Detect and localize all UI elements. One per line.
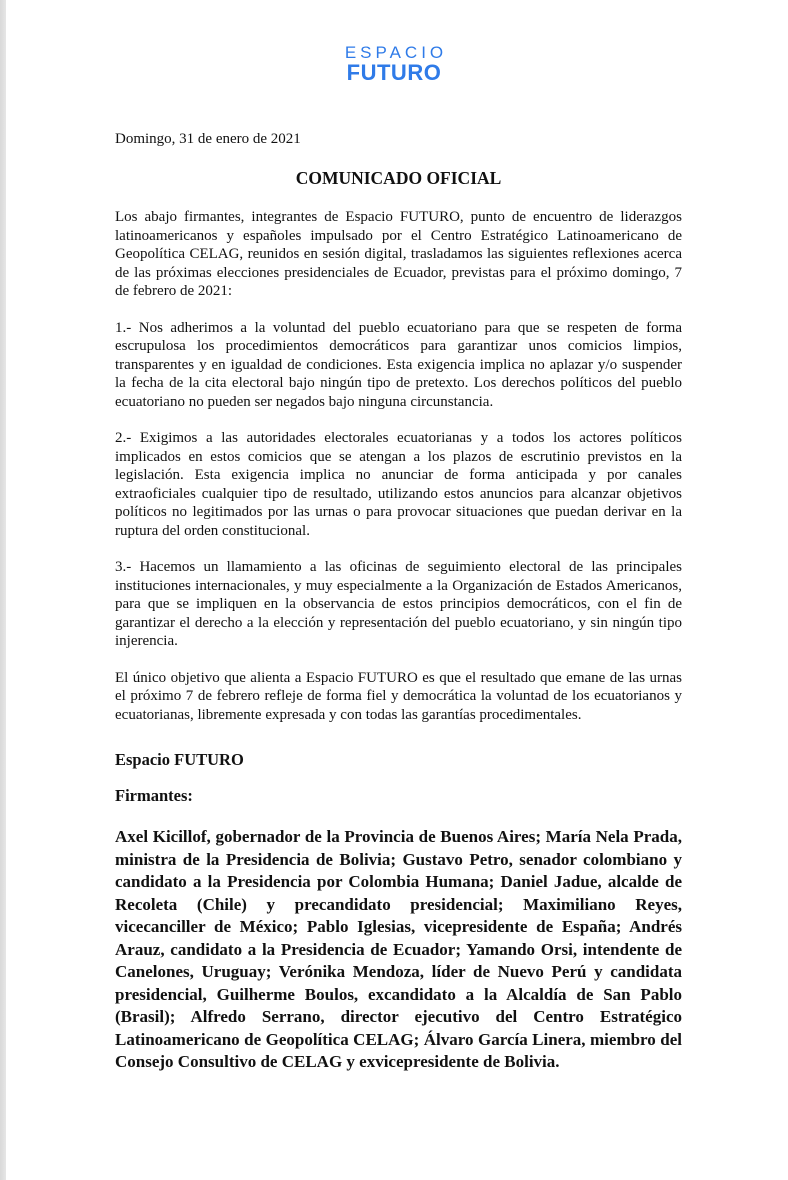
signers-heading: Firmantes: <box>115 786 193 805</box>
page-edge-shadow <box>0 0 6 1180</box>
closing-paragraph: El único objetivo que alienta a Espacio FUTURO es que el resultado que emane de las urnas el próximo 7 de febrero refleje de forma fiel y democrática la voluntad de los ecuatorianos y ecuatorianas, libremente expresada y con todas las garantías procedimentales. <box>115 669 682 723</box>
espacio-futuro-logo <box>0 44 788 84</box>
point-3-paragraph: 3.- Hacemos un llamamiento a las oficinas de seguimiento electoral de las principales instituciones internacionales, y muy especialmente a la Organización de Estados Americanos, para que se impliquen en la observancia de estos principios democráticos, con el fin de garantizar el derecho a la elección y representación del pueblo ecuatoriano, y sin ningún tipo injerencia. <box>115 559 682 649</box>
document-body <box>115 130 682 1074</box>
document-date: Domingo, 31 de enero de 2021 <box>115 131 301 147</box>
organization-name: Espacio FUTURO <box>115 750 244 769</box>
intro-paragraph: Los abajo firmantes, integrantes de Espacio FUTURO, punto de encuentro de liderazgos latinoamericanos y españoles impulsado por el Centro Estratégico Latinoamericano de Geopolítica CELAG, reunidos en sesión digital, trasladamos las siguientes reflexiones acerca de las próximas elecciones presidenciales de Ecuador, previstas para el próximo domingo, 7 de febrero de 2021: <box>115 209 682 299</box>
point-1-paragraph: 1.- Nos adherimos a la voluntad del pueblo ecuatoriano para que se respeten de forma escrupulosa los procedimientos democráticos para garantizar unos comicios limpios, transparentes y en igualdad de condiciones. Esta exigencia implica no aplazar y/o suspender la fecha de la cita electoral bajo ningún tipo de pretexto. Los derechos políticos del pueblo ecuatoriano no pueden ser negados bajo ninguna circunstancia. <box>115 319 682 410</box>
signers-list: Axel Kicillof, gobernador de la Provincia de Buenos Aires; María Nela Prada, ministra de la Presidencia de Bolivia; Gustavo Petro, senador colombiano y candidato a la Presidencia por Colombia Humana; Daniel Jadue, alcalde de Recoleta (Chile) y precandidato presidencial; Maximiliano Reyes, vicecanciller de México; Pablo Iglesias, vicepresidente de España; Andrés Arauz, candidato a la Presidencia de Ecuador; Yamando Orsi, intendente de Canelones, Uruguay; Verónika Mendoza, líder de Nuevo Perú y candidata presidencial, Guilherme Boulos, excandidato a la Alcaldía de San Pablo (Brasil); Alfredo Serrano, director ejecutivo del Centro Estratégico Latinoamericano de Geopolítica CELAG; Álvaro García Linera, miembro del Consejo Consultivo de CELAG y exvicepresidente de Bolivia. <box>115 827 682 1071</box>
logo-line-espacio: ESPACIO <box>344 43 448 62</box>
logo-line-futuro: FUTURO <box>346 60 442 85</box>
document-title: COMUNICADO OFICIAL <box>295 168 502 188</box>
point-2-paragraph: 2.- Exigimos a las autoridades electorales ecuatorianas y a todos los actores políticos implicados en estos comicios que se atengan a los plazos de escrutinio previstos en la legislación. Esta exigencia implica no anunciar de forma anticipada y por canales extraoficiales cualquier tipo de resultado, utilizando estos anuncios para alcanzar objetivos políticos no legitimados por las urnas o para provocar situaciones que puedan derivar en la ruptura del orden constitucional. <box>115 430 682 539</box>
